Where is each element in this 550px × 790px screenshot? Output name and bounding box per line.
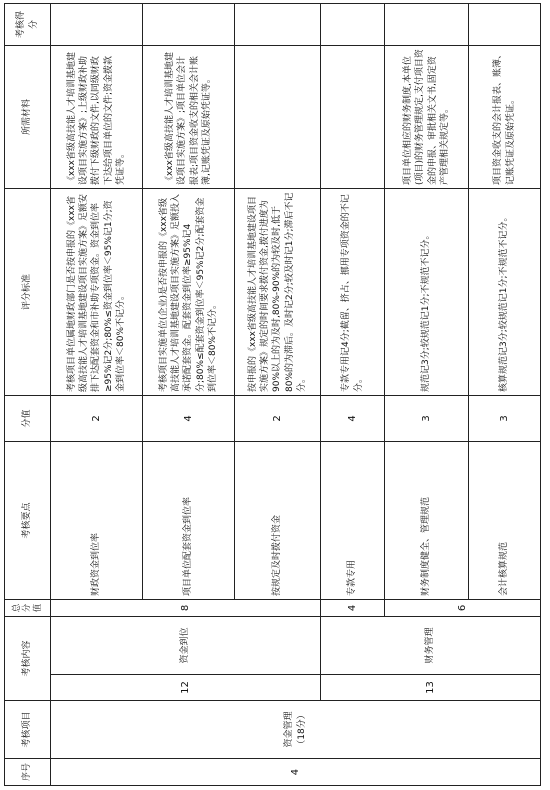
point-cell: 会计核算规范	[469, 441, 541, 599]
group-index: 12	[51, 675, 321, 701]
result-cell	[321, 3, 385, 45]
item-cell: 资金管理（18分）	[51, 701, 541, 759]
score-cell: 2	[51, 395, 143, 441]
standard-cell: 按申报的《xxx省级高技能人才培训基地建设项目实施方案》规定的时间要求拨付资金,拨付进度为90%以上的为及时,80%-90%的为较及时,低于80%的为滞后。及时记2分;较及时记1分;滞后不记分。	[235, 188, 321, 395]
material-cell	[235, 45, 321, 188]
standard-cell: 规范记3分;较规范记1分;不规范不记分。	[385, 188, 469, 395]
row-total: 4	[321, 599, 385, 616]
header-score: 分值	[5, 395, 51, 441]
group-index: 13	[321, 675, 541, 701]
point-cell: 按规定及时拨付资金	[235, 441, 321, 599]
material-cell	[321, 45, 385, 188]
point-cell: 项目单位配套资金到位率	[143, 441, 235, 599]
material-cell: 《xxx省级高技能人才培训基地建设项目实施方案》;项目单位会计报表;项目资金收支的相关会计账簿,记账凭证及原始凭证等。	[143, 45, 235, 188]
result-cell	[235, 3, 321, 45]
material-cell: 项目资金收支的会计报表、账簿、记账凭证及原始凭证。	[469, 45, 541, 188]
result-cell	[469, 3, 541, 45]
table-row	[321, 3, 385, 785]
score-cell: 4	[143, 395, 235, 441]
header-point: 考核要点	[5, 441, 51, 599]
result-cell	[385, 3, 469, 45]
table-row	[51, 3, 143, 785]
standard-cell: 考核项目单位属地财政部门是否按申报的《xxx省级高技能人才培训基地建设项目实施方案》足额安排下达配套资金和市补助专项资金。资金到位率≥95%记2分;80%≤资金到位率＜95%记1分;资金到位率＜80%不记分。	[51, 188, 143, 395]
group-content: 资金到位	[51, 616, 321, 674]
group-total: 8	[51, 599, 321, 616]
header-seq: 序号	[5, 759, 51, 786]
standard-cell: 考核项目实施单位(企业)是否按申报的《xxx省级高技能人才培训基地建设项目实施方案》足额投入承诺配套资金。配套资金到位率≥95%记4分;80%≤配套资金到位率＜95%记2分;配套资金到位率＜80%不记分。	[143, 188, 235, 395]
header-result: 考核得分	[5, 3, 51, 45]
point-cell: 财务制度健全、管理规范	[385, 441, 469, 599]
seq-cell: 4	[51, 759, 541, 786]
material-cell: 《xxx省级高技能人才培训基地建设项目实施方案》;上级财政补助拨付下级财政的文件,以同级财政下达给项目单位的文件;资金拨款凭证等。	[51, 45, 143, 188]
standard-cell: 专款专用记4分;截留、挤占、挪用专项资金的不记分。	[321, 188, 385, 395]
group-content: 财务管理	[321, 616, 541, 674]
point-cell: 专款专用	[321, 441, 385, 599]
point-cell: 财政资金到位率	[51, 441, 143, 599]
score-cell: 4	[321, 395, 385, 441]
header-item: 考核项目	[5, 701, 51, 759]
header-row	[5, 3, 51, 785]
score-cell: 3	[385, 395, 469, 441]
group-total: 6	[385, 599, 541, 616]
assessment-table	[4, 3, 541, 786]
material-cell: 项目单位相应的财务制度,本单位(项目)的财务管理规定,支付项目资金的申报、审批相关文书,固定资产管理相关规定等。	[385, 45, 469, 188]
score-cell: 2	[235, 395, 321, 441]
header-standard: 评分标准	[5, 188, 51, 395]
header-content: 考核内容	[5, 616, 51, 700]
result-cell	[51, 3, 143, 45]
header-material: 所需材料	[5, 45, 51, 188]
score-cell: 3	[469, 395, 541, 441]
header-total: 总分值	[5, 599, 51, 616]
standard-cell: 核算规范记3分;较规范记1分;不规范不记分。	[469, 188, 541, 395]
result-cell	[143, 3, 235, 45]
